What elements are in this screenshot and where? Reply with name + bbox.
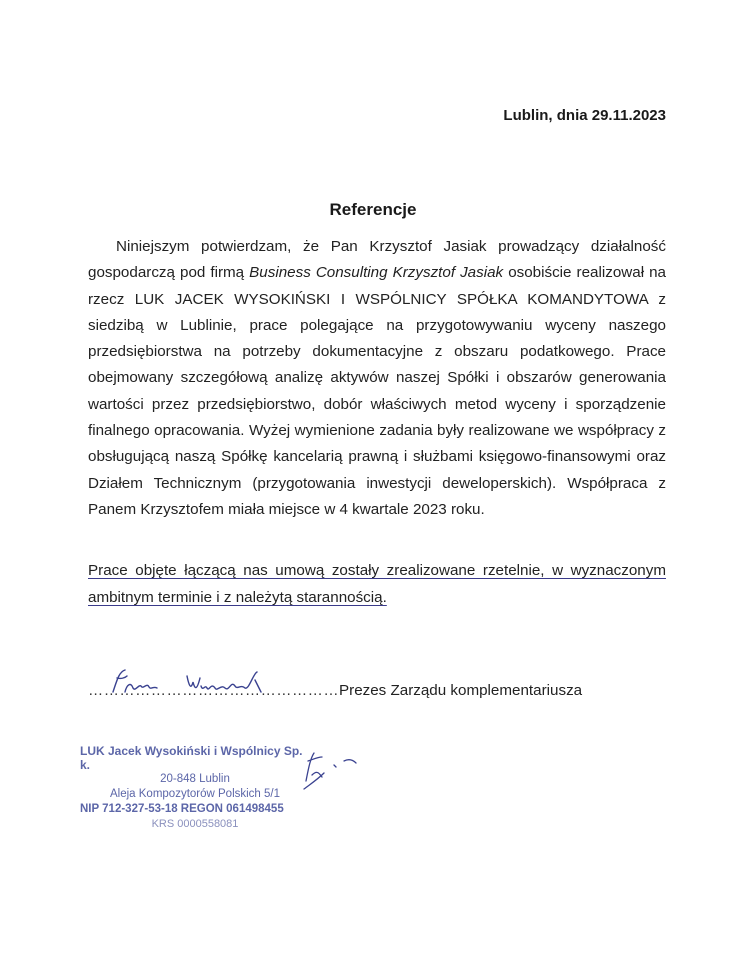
stamp-street: Aleja Kompozytorów Polskich 5/1: [109, 788, 281, 800]
stamp-postal: 20-848 Lublin: [160, 773, 230, 785]
closing-statement: [88, 557, 666, 611]
company-stamp: [80, 744, 310, 831]
document-date: Lublin, dnia 29.11.2023: [503, 107, 666, 124]
closing-text: Prace objęte łączącą nas umową zostały zrealizowane rzetelnie, w wyznaczonym ambitnym terminie i z należytą starannością.: [88, 562, 666, 606]
document-body: [88, 234, 666, 523]
stamp-ids: NIP 712-327-53-18 REGON 061498455: [80, 803, 284, 815]
stamp-extra: KRS 0000558081: [151, 818, 239, 830]
company-name-italic: Business Consulting Krzysztof Jasiak: [249, 264, 504, 282]
stamp-company-name: LUK Jacek Wysokiński i Wspólnicy Sp. k.: [80, 744, 303, 772]
stamp-initials-signature: [298, 745, 368, 795]
signature-role: Prezes Zarządu komplementariusza: [339, 682, 583, 699]
signature-dots: …………………………………………: [88, 682, 339, 699]
body-paragraph: [88, 234, 666, 523]
body-text-part1: Niniejszym potwierdzam, że Pan Krzysztof Jasiak prowadzący działalność gospodarczą pod firmą: [88, 238, 666, 282]
signature-line: [88, 682, 582, 699]
document-title: Referencje: [329, 200, 417, 219]
body-text-part2: osobiście realizował na rzecz LUK JACEK WYSOKIŃSKI I WSPÓLNICY SPÓŁKA KOMANDYTOWA z siedzibą w Lublinie, prace polegające na przygotowywaniu wyceny naszego przedsiębiorstwa na potrzeby dokumentacyjne z obszaru podatkowego. Prace obejmowany szczegółową analizę aktywów naszej Spółki i obszarów generowania wartości przez przedsiębiorstwo, dobór właściwych metod wyceny i sporządzenie finalnego opracowania. Wyżej wymienione zadania były realizowane we współpracy z obsługującą naszą Spółkę kancelarią prawną i służbami księgowo-finansowymi oraz Działem Technicznym (przygotowania inwestycji deweloperskich). Współpraca z Panem Krzysztofem miała miejsce w 4 kwartale 2023 roku.: [88, 264, 666, 518]
